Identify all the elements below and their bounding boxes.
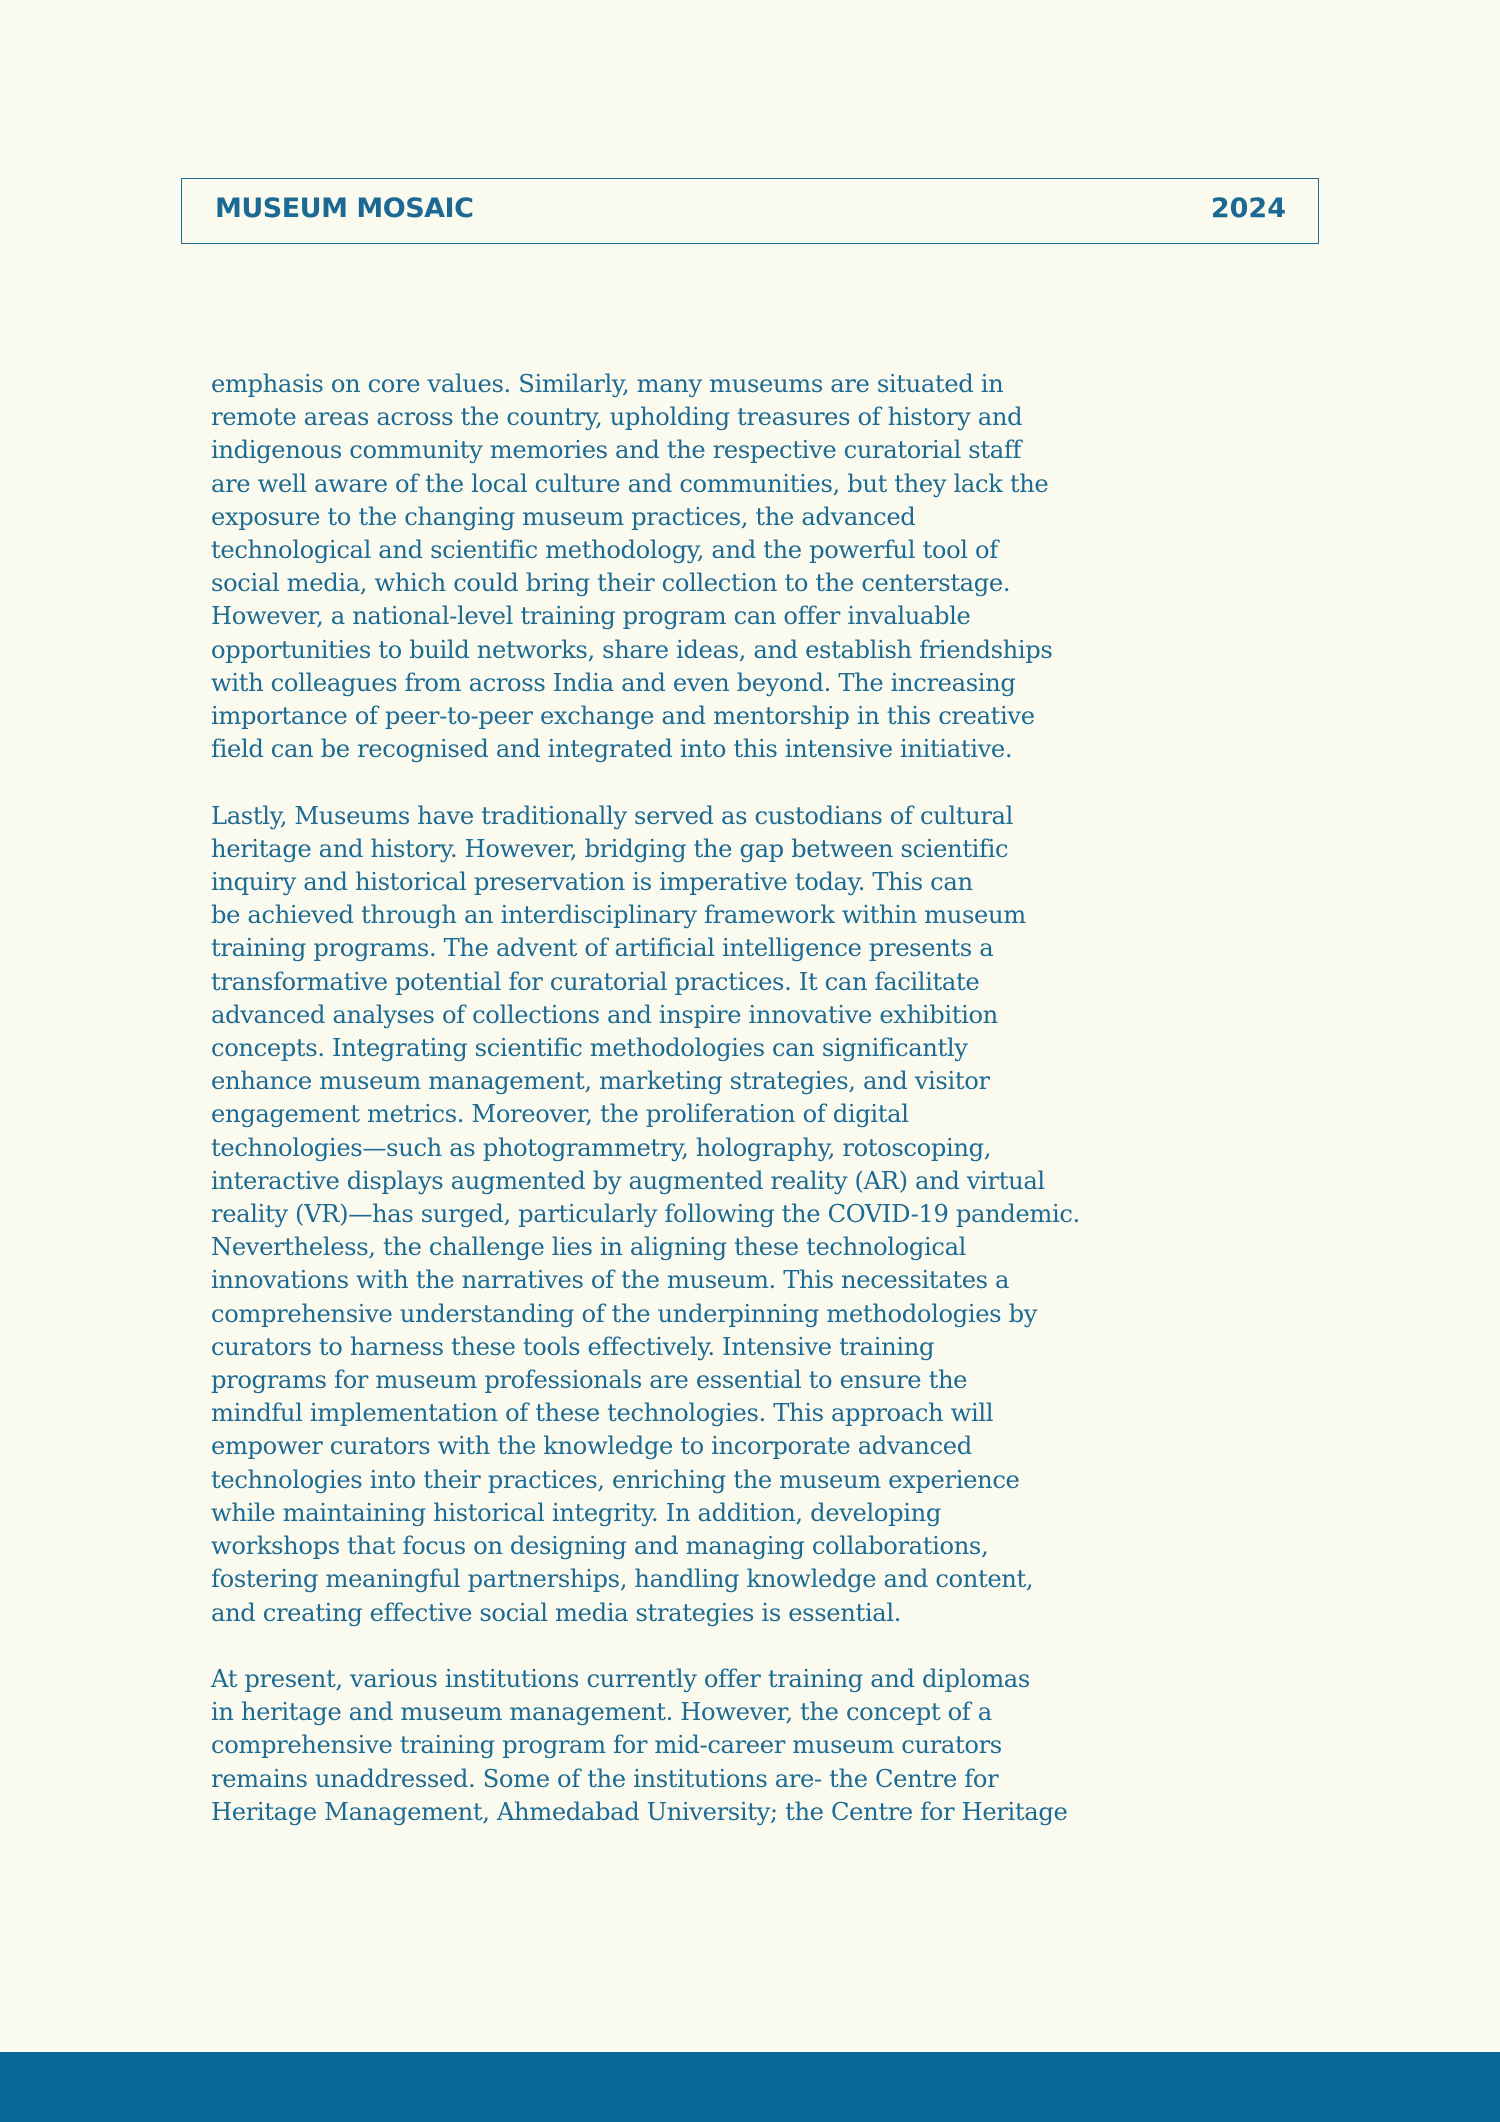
text-line: exposure to the changing museum practices, the advanced: [211, 502, 916, 531]
text-line: engagement metrics. Moreover, the proliferation of digital: [211, 1100, 909, 1129]
text-line: opportunities to build networks, share ideas, and establish friendships: [211, 635, 1053, 664]
text-line: technologies—such as photogrammetry, holography, rotoscoping,: [211, 1133, 992, 1162]
text-line: emphasis on core values. Similarly, many museums are situated in: [211, 370, 1004, 398]
text-line: social media, which could bring their collection to the centerstage.: [211, 569, 1011, 598]
text-line: At present, various institutions currently offer training and diplomas: [211, 1664, 1030, 1693]
paragraph: [211, 800, 1131, 1630]
text-line: programs for museum professionals are essential to ensure the: [211, 1366, 968, 1395]
text-line: reality (VR)—has surged, particularly following the COVID-19 pandemic.: [211, 1200, 1080, 1229]
text-line: in heritage and museum management. However, the concept of a: [211, 1698, 992, 1727]
article-body: [211, 368, 1131, 1862]
paragraph: [211, 1663, 1131, 1829]
header-box: [181, 178, 1319, 244]
text-line: technologies into their practices, enriching the museum experience: [211, 1465, 1020, 1494]
text-line: Lastly, Museums have traditionally served as custodians of cultural: [211, 801, 1014, 830]
text-line: However, a national-level training program can offer invaluable: [211, 602, 971, 631]
text-line: with colleagues from across India and even beyond. The increasing: [211, 668, 1016, 697]
text-line: advanced analyses of collections and inspire innovative exhibition: [211, 1000, 998, 1029]
text-line: comprehensive understanding of the underpinning methodologies by: [211, 1299, 1038, 1328]
text-line: field can be recognised and integrated into this intensive initiative.: [211, 735, 1013, 764]
text-line: mindful implementation of these technologies. This approach will: [211, 1399, 994, 1428]
publication-year: 2024: [1210, 193, 1286, 224]
text-line: interactive displays augmented by augmented reality (AR) and virtual: [211, 1166, 1045, 1195]
text-line: indigenous community memories and the respective curatorial staff: [211, 436, 1022, 465]
publication-title: MUSEUM MOSAIC: [215, 193, 474, 224]
text-line: fostering meaningful partnerships, handling knowledge and content,: [211, 1565, 1034, 1594]
text-line: technological and scientific methodology, and the powerful tool of: [211, 536, 998, 565]
text-line: heritage and history. However, bridging the gap between scientific: [211, 834, 1009, 863]
text-line: Heritage Management, Ahmedabad University; the Centre for Heritage: [211, 1797, 1068, 1826]
text-line: remote areas across the country, upholding treasures of history and: [211, 403, 1023, 432]
text-line: remains unaddressed. Some of the institutions are- the Centre for: [211, 1764, 999, 1793]
text-line: and creating effective social media strategies is essential.: [211, 1598, 902, 1627]
text-line: be achieved through an interdisciplinary framework within museum: [211, 901, 1026, 930]
text-line: Nevertheless, the challenge lies in aligning these technological: [211, 1233, 967, 1262]
text-line: innovations with the narratives of the museum. This necessitates a: [211, 1266, 1010, 1295]
text-line: importance of peer-to-peer exchange and mentorship in this creative: [211, 702, 1035, 731]
text-line: while maintaining historical integrity. In addition, developing: [211, 1498, 941, 1527]
footer-bar: [0, 2052, 1500, 2122]
text-line: enhance museum management, marketing strategies, and visitor: [211, 1067, 990, 1096]
text-line: empower curators with the knowledge to incorporate advanced: [211, 1432, 972, 1461]
paragraph: [211, 368, 1131, 766]
text-line: training programs. The advent of artificial intelligence presents a: [211, 934, 994, 963]
text-line: are well aware of the local culture and communities, but they lack the: [211, 469, 1049, 498]
text-line: comprehensive training program for mid-career museum curators: [211, 1731, 1002, 1760]
text-line: workshops that focus on designing and managing collaborations,: [211, 1532, 989, 1561]
text-line: inquiry and historical preservation is imperative today. This can: [211, 868, 973, 897]
text-line: concepts. Integrating scientific methodologies can significantly: [211, 1034, 968, 1063]
text-line: transformative potential for curatorial practices. It can facilitate: [211, 967, 980, 996]
text-line: curators to harness these tools effectively. Intensive training: [211, 1332, 935, 1361]
